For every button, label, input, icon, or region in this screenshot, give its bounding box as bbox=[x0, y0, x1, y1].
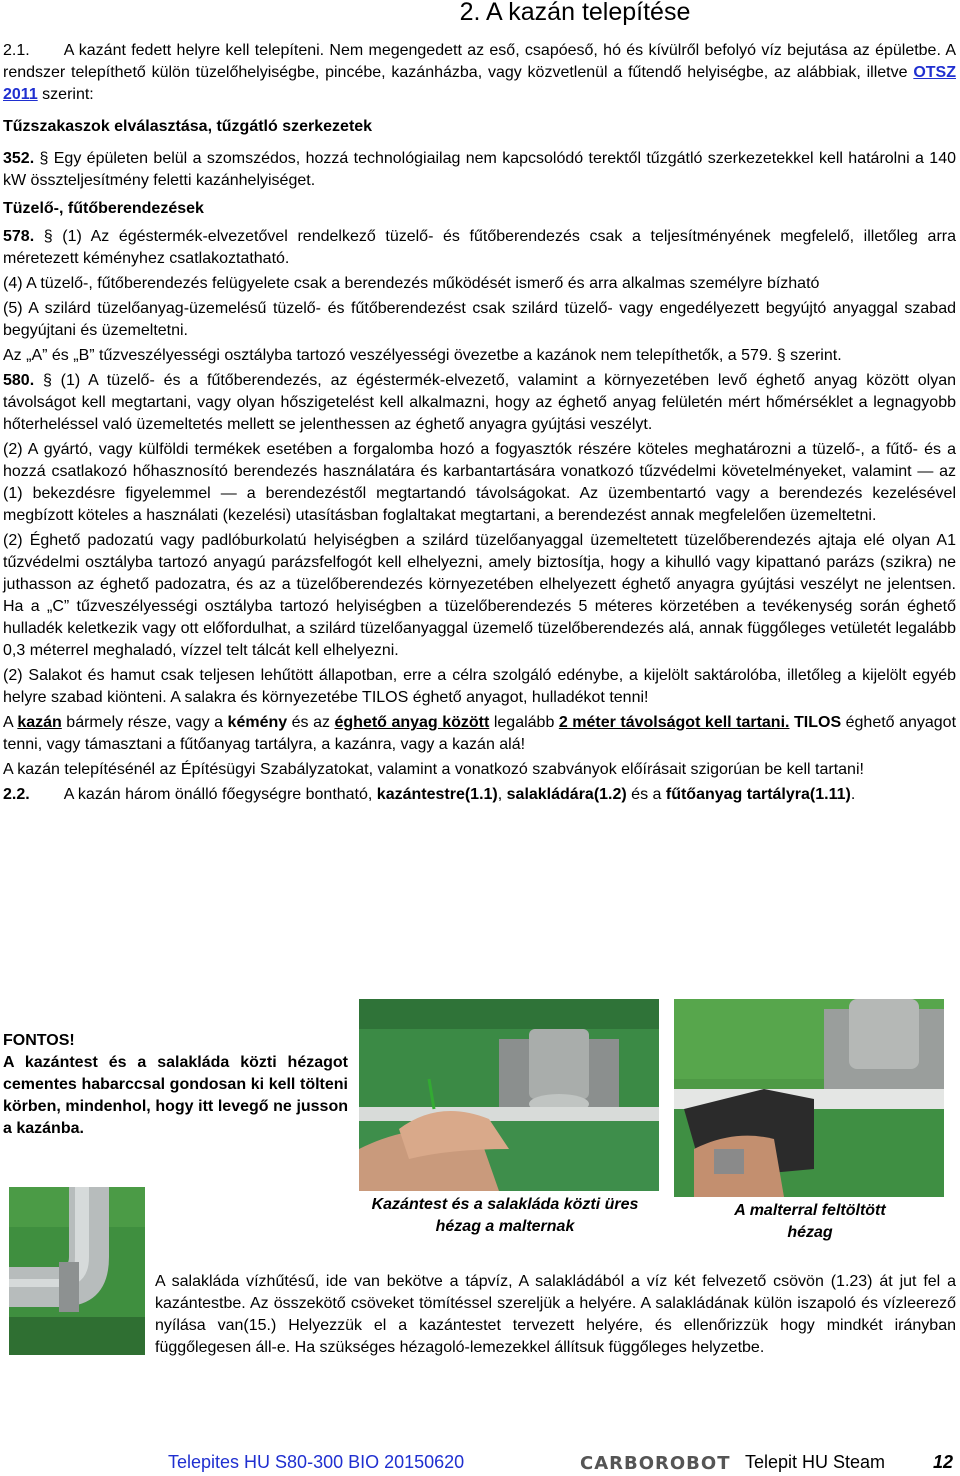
section-2-2: 2.2. A kazán három önálló főegységre bontható, kazántestre(1.1), salakládára(1.2) és a fűtőanyag tartályra(1.11). bbox=[3, 786, 856, 803]
paragraph-580-2a: (2) A gyártó, vagy külföldi termékek esetében a forgalomba hozó a fogyasztók részére köteles meghatározni a tüzelő-, a fűtő- és a hozzá csatlakozó hőhasznosító berendezés használatára és karbantartására vonatkozó tűzvédelmi követelményeket, valamint — az (1) bekezdésre figyelemmel — a berendezéstől megtartandó távolságokat. Az üzembentartó vagy a berendezés kezelésével megbízott köteles a használati (kezelési) utasításban foglaltakat megtartani, a berendezést annak megfelelően üzemeltetni. bbox=[3, 441, 956, 524]
paragraph-az-a-b: Az „A” és „B” tűzveszélyességi osztályba tartozó veszélyességi övezetbe a kazánok nem telepíthetők, a 579. § szerint. bbox=[3, 347, 842, 364]
paragraph-580-2b: (2) Éghető padozatú vagy padlóburkolatú helyiségben a szilárd tüzelőanyaggal üzemeltetett tüzelőberendezés ajtaja elé olyan A1 tűzvédelmi osztályba tartozó anyagú parázsfelfogót kell elhelyezni, amely biztosítja, hogy a kihulló vagy kipattanó parázs (szikra) ne juthasson az éghető padozatra, és az a tüzelőberendezés környezetében elhelyezett éghető anyagra gyújtási veszélyt ne jelentsen. Ha a „C” tűzveszélyességi osztályba tartozó helyiségben a tüzelőberendezés 5 méteres körzetében a tevékenység során éghető hulladék keletkezik vagy ott előfordulhat, a szilárd tüzelőanyaggal üzemelő tüzelőberendezés alá, annak függőleges vetületét legalább 0,3 méterrel meghaladó, vízzel telt tálcát kell elhelyezni. bbox=[3, 532, 956, 659]
otsz-link: OTSZ 2011 bbox=[3, 64, 956, 103]
paragraph-epites: A kazán telepítésénél az Építésügyi Szabályzatokat, valamint a vonatkozó szabványok előírásait szigorúan be kell tartani! bbox=[3, 761, 864, 778]
paragraph-578: 578. § (1) Az égéstermék-elvezetővel rendelkező tüzelő- és fűtőberendezés csak a teljesítményének megfelelő, illetőleg arra méretezett kéményhez csatlakoztatható. bbox=[3, 228, 956, 267]
fontos-text: A kazántest és a salakláda közti hézagot cementes habarccsal gondosan ki kell tölteni körben, mindenhol, hogy itt levegő ne jusson a kazánba. bbox=[3, 1054, 348, 1137]
fontos-label: FONTOS! bbox=[3, 1032, 75, 1049]
section-number: 2.1. bbox=[3, 42, 30, 59]
page-footer bbox=[0, 1450, 960, 1474]
paragraph-578-5: (5) A szilárd tüzelőanyag-üzemelésű tüzelő- és fűtőberendezést csak szilárd tüzelő- vagy engedélyezett begyújtó anyaggal szabad begyújtani és üzemeltetni. bbox=[3, 300, 956, 339]
main-text bbox=[3, 40, 956, 809]
page-title: 2. A kazán telepítése bbox=[459, 0, 691, 26]
paragraph-578-4: (4) A tüzelő-, fűtőberendezés felügyelete csak a berendezés működését ismerő és arra alkalmas személyre bízható bbox=[3, 275, 820, 292]
heading-tuzszakasz: Tűzszakaszok elválasztása, tűzgátló szerkezetek bbox=[3, 118, 373, 135]
footer-doc-id: Telepites HU S80-300 BIO 20150620 bbox=[168, 1452, 465, 1472]
heading-tuzelo: Tüzelő-, fűtőberendezések bbox=[3, 200, 204, 217]
photo-gap-empty bbox=[359, 999, 659, 1191]
fontos-note bbox=[3, 1030, 348, 1140]
caption-photo-1: Kazántest és a salakláda közti üres hézag a malternak bbox=[371, 1196, 639, 1235]
lower-paragraph: A salakláda vízhűtésű, ide van bekötve a tápvíz, A salakládából a víz két felvezető csövön (1.23) át jut fel a kazántestbe. Az összekötő csöveket tömítéssel szereljük a helyére. A salakládának külön iszapoló és vízleerező nyílása van(15.) Helyezzük el a kazántestet tervezett helyére, és ellenőrizzük hogy mindkét irányban függőlegesen áll-e. Ha szükséges hézagoló-lemezekkel állítsuk függőleges helyzetbe. bbox=[155, 1273, 956, 1356]
paragraph-580-2c: (2) Salakot és hamut csak teljesen lehűtött állapotban, erre a célra szolgáló edénybe, a kijelölt saktárolóba, illetőleg a kijelölt egyéb helyre szabad kiönteni. A salakra és környezetébe TILOS éghető anyagot, hulladékot tenni! bbox=[3, 667, 956, 706]
page-number: 12 bbox=[933, 1452, 954, 1472]
photo-connecting-pipe bbox=[9, 1187, 145, 1355]
footer-section: Telepit HU Steam bbox=[745, 1452, 886, 1472]
section-2-1: 2.1. A kazánt fedett helyre kell telepíteni. Nem megengedett az eső, csapóeső, hó és kívülről befolyó víz bejutása az épületbe. A rendszer telepíthető külön tüzelőhelyiségbe, pincébe, kazánházba, vagy közvetlenül a fűtendő helyiségbe, az alábbiak, illetve OTSZ 2011 szerint: bbox=[3, 42, 956, 103]
carborobot-logo: CARBOROBOT bbox=[580, 1453, 731, 1474]
caption-photo-2: A malterral feltöltött hézag bbox=[734, 1202, 886, 1241]
paragraph-580: 580. § (1) A tüzelő- és a fűtőberendezés, az égéstermék-elvezető, valamint a környezetében levő éghető anyag között olyan távolságot kell megtartani, vagy olyan hőszigetelést kell alkalmazni, hogy az éghető anyag felületén mért hőmérséklet a legnagyobb hőterheléssel való üzemeltetés mellett se jelenthessen az éghető anyagra gyújtási veszélyt. bbox=[3, 372, 956, 433]
paragraph-kazan: A kazán bármely része, vagy a kémény és az éghető anyag között legalább 2 méter távolságot kell tartani. TILOS éghető anyagot tenni, vagy támasztani a fűtőanyag tartályra, a kazánra, vagy a kazán alá! bbox=[3, 714, 957, 753]
paragraph-352: 352. § Egy épületen belül a szomszédos, hozzá technológiailag nem kapcsolódó terektől tűzgátló szerkezetekkel kell határolni a 140 kW összteljesítmény feletti kazánhelyiséget. bbox=[3, 150, 956, 189]
photo-gap-filled bbox=[674, 999, 944, 1197]
